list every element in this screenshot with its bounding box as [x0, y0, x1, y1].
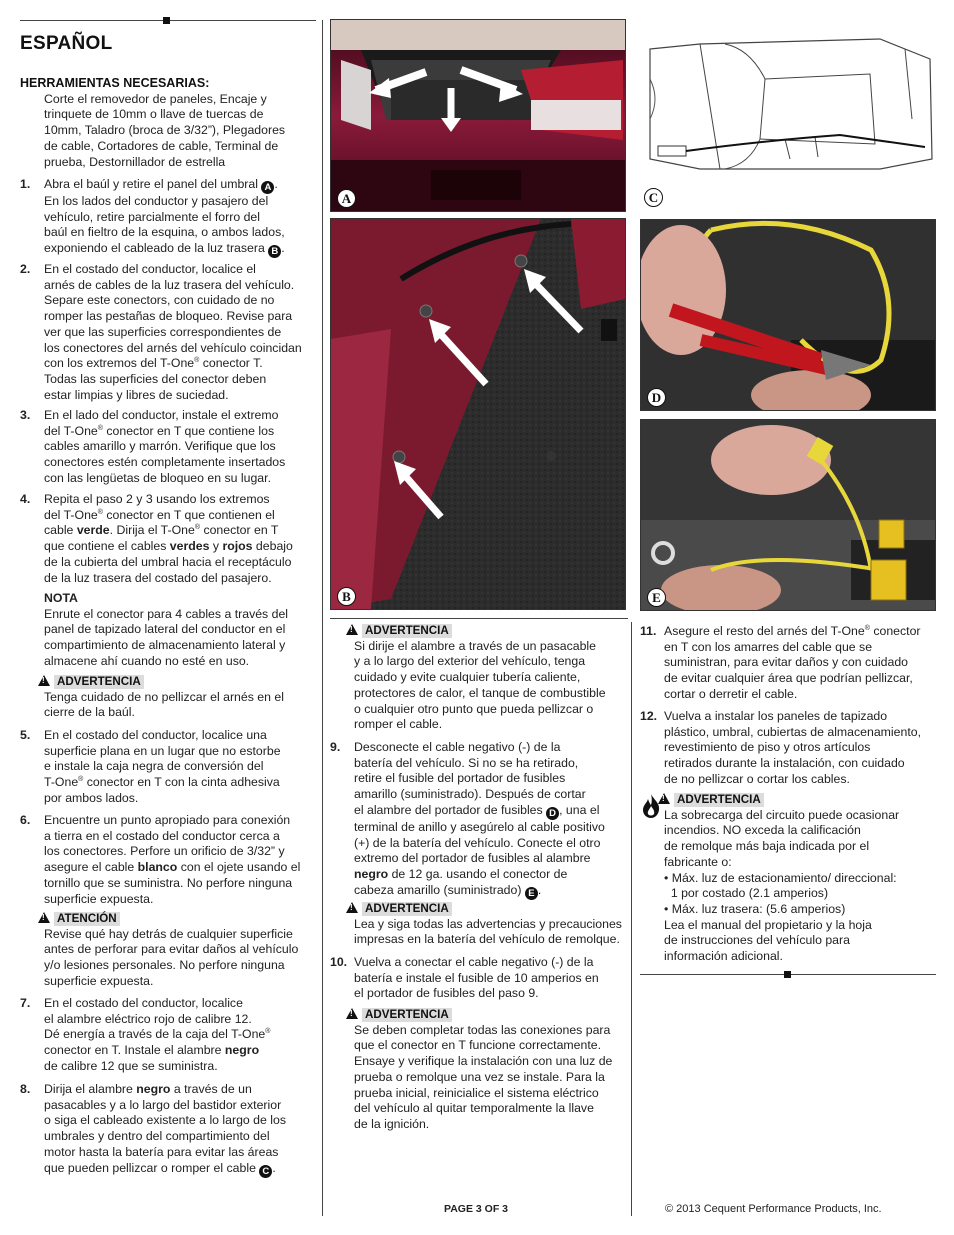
step-text: amarillo (suministrado). Después de cortar	[354, 787, 586, 802]
warning-label: ADVERTENCIA	[674, 793, 764, 807]
step-text: motor hasta la batería para evitar las áreas	[44, 1144, 279, 1159]
step-text: cable	[44, 523, 77, 538]
step-number: 4.	[20, 492, 31, 506]
step-text: cabeza amarillo (suministrado)	[354, 882, 522, 897]
warning-text: del vehículo al quitar temporalmente la llave	[354, 1101, 594, 1116]
warning-text: o cualquier otro punto que pueda pellizcar o	[354, 701, 594, 716]
warning-text: prueba inicial, reinicialice el sistema eléctrico	[354, 1085, 599, 1100]
step-text: En el lado del conductor, instale el extremo	[44, 408, 279, 422]
warning-label: ADVERTENCIA	[362, 902, 452, 916]
figure-c-illustration	[640, 19, 936, 210]
warning-block-3	[346, 901, 626, 948]
warning-icon	[346, 902, 358, 913]
figure-a-illustration	[331, 20, 625, 211]
warning-label: ADVERTENCIA	[54, 675, 144, 689]
step-text: Encuentre un punto apropiado para conexión	[44, 813, 291, 827]
warning-text: 1 por costado (2.1 amperios)	[664, 886, 829, 901]
figure-a-trunk-photo	[330, 19, 626, 212]
step-text-bold: verde	[76, 523, 110, 538]
step-text: el alambre del portador de fusibles	[354, 802, 543, 817]
step-text: conector	[869, 624, 921, 638]
step-text: de evitar cualquier área que podrían pellizcar,	[664, 671, 913, 686]
step-text: los conectores. Perfore un orificio de 3/32” y	[44, 844, 285, 859]
step-text: Abra el baúl y retire el panel del umbral	[44, 177, 258, 191]
caution-block	[38, 911, 318, 990]
tools-line: prueba, Destornillador de estrella	[44, 154, 226, 169]
step-text: T-One	[44, 775, 79, 790]
figure-b-trunk-liner-photo	[330, 218, 626, 610]
warning-block-5	[658, 792, 938, 965]
tools-section	[20, 76, 316, 170]
step-text-bold: negro	[224, 1043, 260, 1058]
figure-a-label: A	[337, 189, 356, 208]
step-text: Desconecte el cable negativo (-) de la	[354, 740, 561, 754]
warning-text: • Máx. luz de estacionamiento/ direccional:	[664, 870, 897, 885]
step-text: los conectores del arnés del vehículo coincidan	[44, 340, 302, 355]
note-block	[44, 591, 320, 670]
figure-d-illustration	[641, 220, 935, 410]
step-text: conectores estén completamente insertados	[44, 455, 286, 470]
step-text: vehículo, retire parcialmente el forro del	[44, 209, 260, 224]
step-text: retire el fusible del portador de fusibles	[354, 771, 566, 786]
step-text: de calibre 12 que se suministra.	[44, 1058, 218, 1073]
step-text: cortar o derretir el cable.	[664, 686, 798, 701]
step-text: y	[209, 539, 223, 554]
warning-text: Lea y siga todas las advertencias y precauciones	[354, 916, 622, 931]
trademark: ®	[97, 508, 103, 516]
tools-heading: HERRAMIENTAS NECESARIAS:	[20, 76, 210, 90]
step-text: arnés de cables de la luz trasera del vehículo.	[44, 277, 295, 292]
step-text: Dé energía a través de la caja del T-One	[44, 1027, 266, 1042]
step-number: 2.	[20, 262, 31, 276]
note-heading: NOTA	[44, 591, 78, 605]
step-text: por ambos lados.	[44, 790, 139, 805]
step-text: que pueden pellizcar o romper el cable	[44, 1160, 256, 1175]
step-text: a tierra en el costado del conductor cerca a	[44, 828, 280, 843]
warning-icon	[346, 624, 358, 635]
caution-label: ATENCIÓN	[54, 912, 120, 926]
step-text: En los lados del conductor y pasajero del	[44, 194, 269, 208]
step-text: Asegure el resto del arnés del T-One	[664, 624, 865, 638]
step-text: a través de un	[170, 1082, 252, 1096]
top-rule-marker	[163, 17, 170, 24]
warning-block-4	[346, 1007, 628, 1133]
step-text: Vuelva a conectar el cable negativo (-) de la	[354, 955, 594, 969]
step-text: extremo del portador de fusibles al alambre	[354, 851, 591, 866]
step-number: 1.	[20, 177, 31, 191]
step-text: En el costado del conductor, localice una	[44, 728, 267, 742]
step-text: de la cubierta del umbral hacia el receptáculo	[44, 554, 292, 569]
note-text: almacene ahí cuando no esté en uso.	[44, 653, 250, 668]
step-text: de 12 ga. usando el conector de	[388, 866, 568, 881]
step-text: En el costado del conductor, localice	[44, 996, 243, 1010]
warning-icon	[658, 793, 670, 804]
step-number: 7.	[20, 996, 31, 1010]
trademark: ®	[78, 776, 84, 784]
figure-e-label: E	[647, 588, 666, 607]
figure-e-illustration	[641, 420, 935, 610]
warning-text: • Máx. luz trasera: (5.6 amperios)	[664, 901, 846, 916]
step-text: que contiene el cables	[44, 539, 170, 554]
step-text: Todas las superficies del conector deben	[44, 371, 267, 386]
step-text: conector en T con la cinta adhesiva	[83, 775, 280, 790]
page-number: PAGE 3 OF 3	[444, 1203, 508, 1215]
step-number: 9.	[330, 740, 341, 754]
step-text: de no pellizcar o cortar los cables.	[664, 771, 850, 786]
step-text: , una el	[559, 802, 600, 817]
step-number: 8.	[20, 1082, 31, 1096]
step-text: el portador de fusibles del paso 9.	[354, 986, 539, 1001]
figure-ref-a: A	[261, 181, 274, 194]
step-text: ver que las superficies correspondientes de	[44, 324, 282, 339]
figure-d-cutting-wire-photo	[640, 219, 936, 411]
step-text: estar limpias y libres de suciedad.	[44, 387, 229, 402]
figure-ref-b: B	[268, 245, 281, 258]
caution-text: y/o lesiones personales. No perfore ninguna	[44, 958, 285, 973]
figure-d-label: D	[647, 388, 666, 407]
step-text: conector en T	[200, 523, 279, 538]
step-text: conector en T que contiene los	[102, 423, 275, 438]
trademark: ®	[194, 524, 201, 532]
step-number: 12.	[640, 709, 658, 723]
step-text: conector en T que contienen el	[102, 507, 275, 522]
mid-rule	[330, 618, 628, 619]
warning-text: cuidado y evite cualquier tubería caliente,	[354, 670, 581, 685]
figure-c-label: C	[644, 188, 663, 207]
step-text: superficie expuesta.	[44, 891, 154, 906]
step-number: 10.	[330, 955, 348, 969]
tools-line: trinquete de 10mm o llave de tuercas de	[44, 107, 264, 122]
warning-text: de remolque más baja indicada por el	[664, 839, 870, 854]
note-text: panel de tapizado lateral del conductor en el	[44, 622, 286, 637]
warning-icon	[346, 1008, 358, 1019]
step-text-bold: verdes	[169, 539, 210, 554]
step-text: Separe este conectors, con cuidado de no	[44, 293, 275, 308]
figure-ref-c: C	[259, 1165, 272, 1178]
warning-icon	[38, 912, 50, 923]
caution-text: superficie expuesta.	[44, 973, 154, 988]
warning-text: Tenga cuidado de no pellizcar el arnés en el	[44, 689, 284, 704]
warning-text: romper el cable.	[354, 717, 443, 732]
step-text: asegure el cable	[44, 860, 138, 875]
step-text: Dirija el alambre	[44, 1082, 137, 1096]
trademark: ®	[265, 1028, 271, 1036]
warning-text: que el conector en T funcione correctamente.	[354, 1038, 602, 1053]
step-text: debajo	[252, 539, 293, 554]
step-text: del T-One	[44, 423, 98, 438]
step-text: de la luz trasera del costado del pasajero.	[44, 570, 272, 585]
figure-b-label: B	[337, 587, 356, 606]
warning-text: de la ignición.	[354, 1116, 430, 1131]
trademark: ®	[194, 357, 200, 365]
step-number: 3.	[20, 408, 31, 422]
step-text: con los extremos del T-One	[44, 356, 195, 371]
warning-text: impresas en la batería del vehículo de remolque.	[354, 932, 620, 947]
figure-c-wiring-diagram	[640, 19, 936, 210]
warning-text: Se deben completar todas las conexiones para	[354, 1022, 611, 1037]
step-number: 6.	[20, 813, 31, 827]
step-text: revestimiento de piso y otros artículos	[664, 740, 871, 755]
copyright: © 2013 Cequent Performance Products, Inc.	[665, 1203, 882, 1215]
step-text-bold: blanco	[137, 860, 178, 875]
step-text: superficie plana en un lugar que no estorbe	[44, 743, 281, 758]
tools-line: de cable, Cortadores de cable, Terminal de	[44, 138, 279, 153]
warning-text: información adicional.	[664, 949, 783, 964]
step-text: . Dirija el T-One	[109, 523, 195, 538]
page-title: ESPAÑOL	[20, 33, 113, 54]
warning-block-1	[38, 674, 318, 721]
step-text-bold: negro	[136, 1082, 171, 1096]
column-divider-left	[322, 20, 323, 1216]
column-divider-right	[631, 622, 632, 1216]
step-text: retirados durante la instalación, con cuidado	[664, 756, 905, 771]
caution-text: Revise qué hay detrás de cualquier superficie	[44, 926, 293, 941]
step-text: exponiendo el cableado de la luz trasera	[44, 241, 265, 256]
step-text: con las lengüetas de bloqueo en su lugar.	[44, 470, 271, 485]
step-text: baúl en fieltro de la esquina, o ambos lados,	[44, 225, 285, 240]
step-text: conector en T. Instale el alambre	[44, 1043, 225, 1058]
step-text: e instale la caja negra de conversión del	[44, 759, 264, 774]
step-text: pasacables y a lo largo del bastidor exterior	[44, 1097, 282, 1112]
warning-text: fabricante o:	[664, 854, 732, 869]
step-text: batería del vehículo. Si no se ha retirado,	[354, 755, 579, 770]
step-text: en T con los amarres del cable que se	[664, 639, 873, 654]
warning-text: Lea el manual del propietario y la hoja	[664, 917, 872, 932]
step-text: Vuelva a instalar los paneles de tapizado	[664, 709, 888, 723]
caution-text: antes de perforar para evitar daños al vehículo	[44, 942, 299, 957]
warning-label: ADVERTENCIA	[362, 624, 452, 638]
step-number: 5.	[20, 728, 31, 742]
warning-block-2	[346, 623, 626, 733]
warning-text: y a lo largo del exterior del vehículo, tenga	[354, 654, 586, 669]
warning-text: protectores de calor, el tanque de combustible	[354, 685, 606, 700]
step-text: Repita el paso 2 y 3 usando los extremos	[44, 492, 270, 506]
step-text: tornillo que se suministra. No perfore ninguna	[44, 875, 293, 890]
warning-text: incendios. NO exceda la calificación	[664, 823, 861, 838]
step-text: conector T.	[199, 356, 263, 371]
step-text: con el ojete usando el	[177, 860, 301, 875]
figure-b-illustration	[331, 219, 625, 609]
trademark: ®	[864, 624, 870, 632]
step-text: suministran, para evitar daños y con cuidado	[664, 655, 909, 670]
warning-text: prueba o remolque una vez se instale. Para la	[354, 1069, 605, 1084]
figure-e-fuse-holder-photo	[640, 419, 936, 611]
step-text: del T-One	[44, 507, 98, 522]
note-text: compartimiento de almacenamiento lateral y	[44, 638, 286, 653]
warning-text: Ensaye y verifique la instalación con una luz de	[354, 1054, 613, 1069]
step-text: umbrales y dentro del compartimiento del	[44, 1129, 270, 1144]
step-text: el alambre eléctrico rojo de calibre 12.	[44, 1011, 252, 1026]
step-text: terminal de anillo y asegúrelo al cable positivo	[354, 819, 605, 834]
warning-text: Si dirije el alambre a través de un pasacable	[354, 638, 596, 653]
step-text: batería e instale el fusible de 10 amperios en	[354, 970, 599, 985]
figure-ref-e: E	[525, 887, 538, 900]
right-bottom-marker	[784, 971, 791, 978]
figure-ref-d: D	[546, 807, 559, 820]
warning-icon	[38, 675, 50, 686]
step-number: 11.	[640, 624, 657, 638]
step-text: En el costado del conductor, localice el	[44, 262, 256, 276]
step-text: (+) de la batería del vehículo. Conecte el otro	[354, 835, 601, 850]
step-text: o siga el cableado existente a lo largo de los	[44, 1113, 286, 1128]
tools-line: Corte el removedor de paneles, Encaje y	[44, 91, 267, 106]
warning-label: ADVERTENCIA	[362, 1008, 452, 1022]
warning-text: de instrucciones del vehículo para	[664, 933, 850, 948]
warning-text: cierre de la baúl.	[44, 705, 135, 720]
step-text: plástico, umbral, cubiertas de almacenamiento,	[664, 724, 921, 739]
step-text-bold: rojos	[222, 539, 253, 554]
tools-line: 10mm, Taladro (broca de 3/32”), Plegadores	[44, 123, 286, 138]
step-text-bold: negro	[354, 866, 389, 881]
step-text: cables amarillo y marrón. Verifique que los	[44, 439, 276, 454]
trademark: ®	[97, 424, 103, 432]
step-text: romper las pestañas de bloqueo. Revise para	[44, 309, 293, 324]
warning-text: La sobrecarga del circuito puede ocasionar	[664, 807, 900, 822]
note-text: Enrute el conector para 4 cables a través del	[44, 606, 289, 621]
